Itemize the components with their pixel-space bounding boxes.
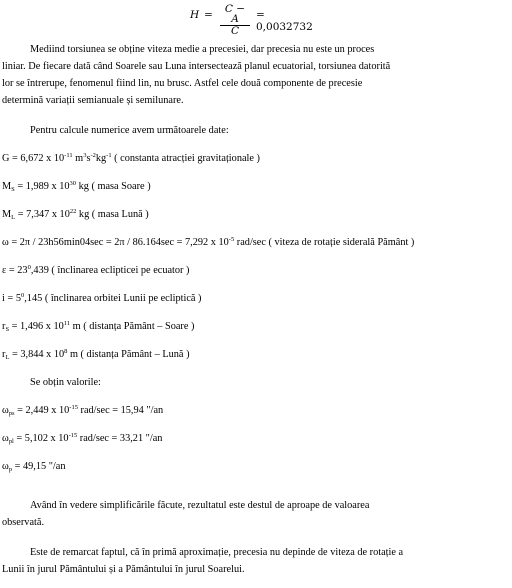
result-omega-p: $\omega_p = 49,15$ "/an <box>2 461 66 473</box>
formula-lhs: H <box>190 9 200 21</box>
values-intro: Se obțin valorile: <box>30 377 101 388</box>
formula-equals: = <box>204 9 213 21</box>
paragraph-1-line-3: lor se întrerupe, fenomenul fiind lin, nu brusc. Astfel cele două componente de precesie <box>2 78 363 89</box>
result-omega-pl: $\omega_{pl} = 5,102$ x $10^{-15}$ rad/sec = 33,21 "/an <box>2 432 163 445</box>
constant-mass-sun: $M_S = 1,989$ x $10^{30}$ kg ( masa Soare ) <box>2 180 151 193</box>
constant-omega: ω = 2π / 23h56min04sec = 2π / 86.164sec = 7,292 x $10^{-5}$ rad/sec ( viteza de rotație siderală Pământ ) <box>2 236 415 248</box>
constant-inclination: $i = 5^0,145$ ( înclinarea orbitei Lunii pe ecliptică ) <box>2 292 202 304</box>
paragraph-1-line-4: determină variații semianuale și semilunare. <box>2 95 184 106</box>
constant-distance-sun: $r_S = 1,496$ x $10^{11}$ m ( distanța Pământ – Soare ) <box>2 320 195 333</box>
constant-distance-moon: $r_L = 3,844$ x $10^8$ m ( distanța Pământ – Lună ) <box>2 348 190 361</box>
paragraph-1-line-2: liniar. De fiecare dată când Soarele sau Luna intersectează planul ecuatorial, torsiunea datorită <box>2 61 391 72</box>
constant-epsilon: $\varepsilon = 23^0,439$ ( înclinarea eclipticei pe ecuator ) <box>2 264 190 276</box>
formula-result: = 0,0032732 <box>256 9 313 33</box>
paragraph-2-line-2: observată. <box>2 517 45 528</box>
data-intro: Pentru calcule numerice avem următoarele date: <box>30 125 229 136</box>
paragraph-1-line-1: Mediind torsiunea se obține viteza medie a precesiei, dar precesia nu este un proces <box>30 44 375 55</box>
constant-mass-moon: $M_L = 7,347$ x $10^{22}$ kg ( masa Lună ) <box>2 208 149 221</box>
formula-numerator: C − A <box>224 3 246 25</box>
paragraph-3-line-2: Lunii în jurul Pământului și a Pământului în jurul Soarelui. <box>2 564 245 575</box>
formula-fraction <box>220 4 250 37</box>
paragraph-3-line-1: Este de remarcat faptul, că în primă aproximație, precesia nu depinde de viteza de rotație a <box>30 547 404 558</box>
paragraph-2-line-1: Având în vedere simplificările făcute, rezultatul este destul de aproape de valoarea <box>30 500 370 511</box>
formula-denominator: C <box>230 25 240 37</box>
constant-G: G = 6,672 x $10^{-11}$ $m^3s^{-2}kg^{-1}$ ( constanta atracției gravitaționale ) <box>2 152 260 164</box>
result-omega-ps: $\omega_{ps} = 2,449$ x $10^{-15}$ rad/sec = 15,94 "/an <box>2 404 164 417</box>
